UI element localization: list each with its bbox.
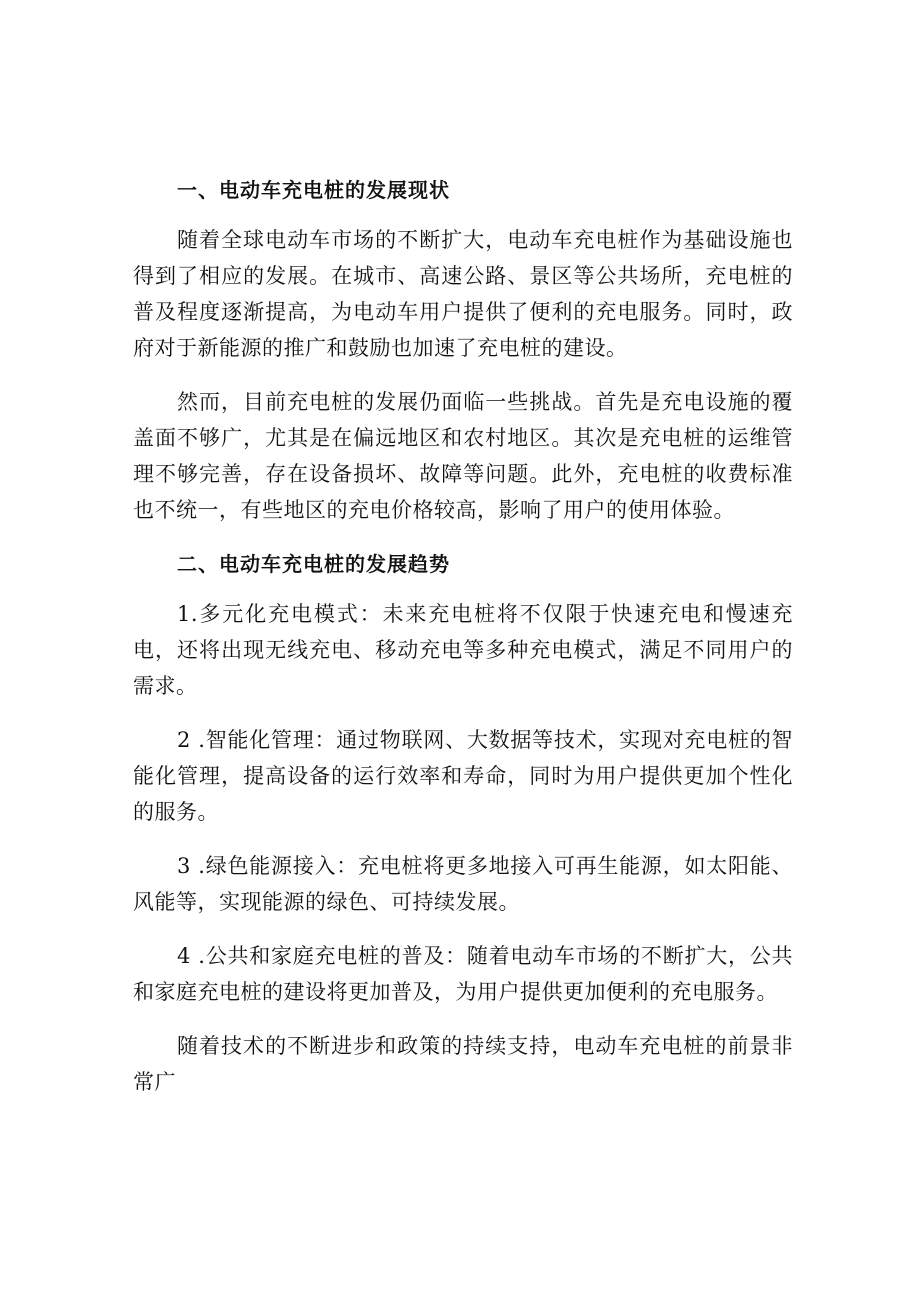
trend-item-1: 1.多元化充电模式：未来充电桩将不仅限于快速充电和慢速充电，还将出现无线充电、移动充电等多种充电模式，满足不同用户的需求。 <box>133 602 793 698</box>
trend-item-2: 2 .智能化管理：通过物联网、大数据等技术，实现对充电桩的智能化管理，提高设备的运行效率和寿命，同时为用户提供更加个性化的服务。 <box>133 728 793 824</box>
trend-item-3: 3 .绿色能源接入：充电桩将更多地接入可再生能源，如太阳能、风能等，实现能源的绿色、可持续发展。 <box>133 854 793 914</box>
section-heading-status: 一、电动车充电桩的发展现状 <box>177 178 450 202</box>
trend-item-4: 4 .公共和家庭充电桩的普及：随着电动车市场的不断扩大，公共和家庭充电桩的建设将更加普及，为用户提供更加便利的充电服务。 <box>133 944 793 1004</box>
document-body <box>133 172 793 1100</box>
section-heading-trends: 二、电动车充电桩的发展趋势 <box>177 552 450 576</box>
paragraph-status-intro: 随着全球电动车市场的不断扩大，电动车充电桩作为基础设施也得到了相应的发展。在城市、高速公路、景区等公共场所，充电桩的普及程度逐渐提高，为电动车用户提供了便利的充电服务。同时，政府对于新能源的推广和鼓励也加速了充电桩的建设。 <box>133 228 793 360</box>
paragraph-closing: 随着技术的不断进步和政策的持续支持，电动车充电桩的前景非常广 <box>133 1034 793 1094</box>
paragraph-status-challenges: 然而，目前充电桩的发展仍面临一些挑战。首先是充电设施的覆盖面不够广，尤其是在偏远地区和农村地区。其次是充电桩的运维管理不够完善，存在设备损坏、故障等问题。此外，充电桩的收费标准也不统一，有些地区的充电价格较高，影响了用户的使用体验。 <box>133 390 793 522</box>
